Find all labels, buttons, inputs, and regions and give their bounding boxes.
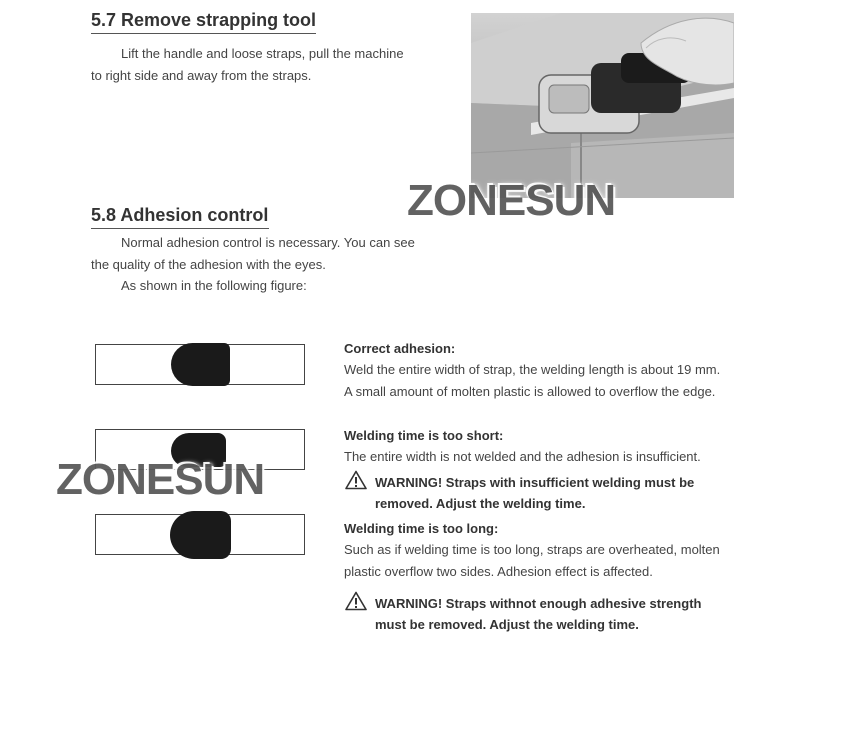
too-long-line2: plastic overflow two sides. Adhesion effect is affected.: [344, 563, 653, 579]
section-5-8-line2: the quality of the adhesion with the eyes.: [91, 256, 326, 272]
too-long-body: [344, 539, 764, 582]
strapping-tool-illustration: [471, 13, 734, 198]
too-short-title: Welding time is too short:: [344, 428, 504, 443]
section-5-7-line1: Lift the handle and loose straps, pull the machine: [121, 46, 404, 61]
too-short-warning: [375, 472, 775, 514]
too-long-line1: Such as if welding time is too long, straps are overheated, molten: [344, 542, 720, 557]
watermark-bottom: ZONESUN: [56, 455, 265, 504]
warning-triangle-icon: [345, 591, 367, 611]
too-short-warning-line2: removed. Adjust the welding time.: [375, 496, 586, 511]
weld-correct: [171, 343, 230, 386]
too-long-warning-line2: must be removed. Adjust the welding time.: [375, 617, 639, 632]
weld-too-long: [170, 511, 231, 559]
too-short-warning-line1: WARNING! Straps with insufficient welding must be: [375, 475, 695, 490]
watermark-top: ZONESUN: [407, 176, 616, 225]
correct-adhesion-body: [344, 359, 764, 402]
correct-adhesion-title: Correct adhesion:: [344, 341, 456, 356]
section-5-8-line3: As shown in the following figure:: [121, 278, 307, 293]
correct-line1: Weld the entire width of strap, the welding length is about 19 mm.: [344, 362, 721, 377]
section-5-7-line2: to right side and away from the straps.: [91, 67, 312, 83]
too-short-line1: The entire width is not welded and the adhesion is insufficient.: [344, 449, 701, 464]
section-5-7-body: [91, 43, 451, 86]
strapping-tool-photo: [471, 13, 734, 198]
too-long-warning: [375, 593, 775, 635]
section-5-8-heading: 5.8 Adhesion control: [91, 205, 269, 229]
too-long-warning-line1: WARNING! Straps withnot enough adhesive strength: [375, 596, 702, 611]
correct-line2: A small amount of molten plastic is allowed to overflow the edge.: [344, 383, 716, 399]
warning-triangle-icon: [345, 470, 367, 490]
section-5-8-body: [91, 232, 451, 297]
section-5-8-line1: Normal adhesion control is necessary. You can see: [121, 235, 415, 250]
section-5-7-heading: 5.7 Remove strapping tool: [91, 10, 316, 34]
too-long-title: Welding time is too long:: [344, 521, 499, 536]
